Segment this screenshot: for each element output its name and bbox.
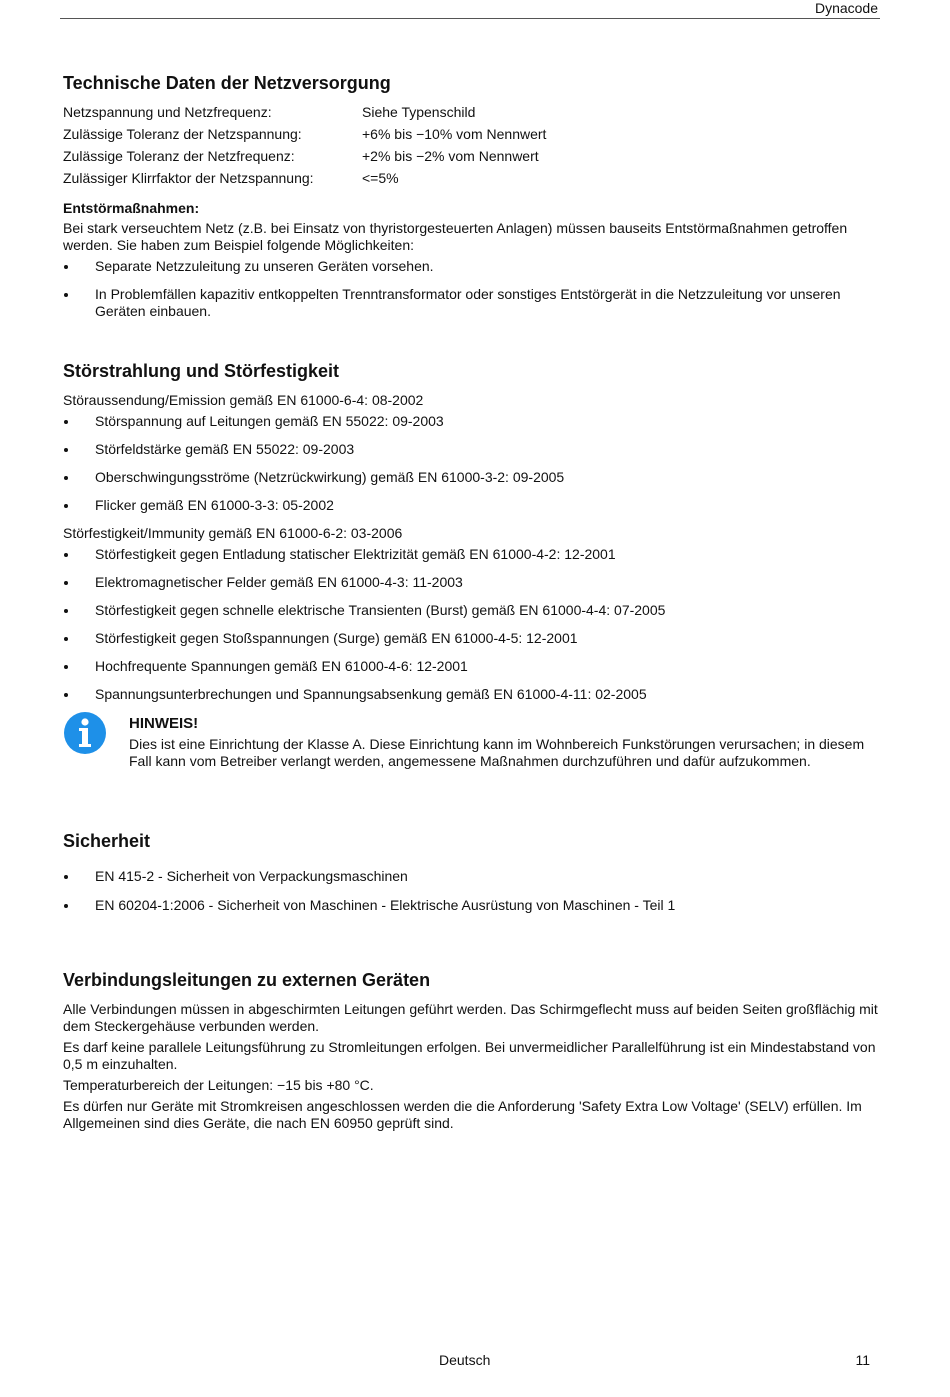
list-item-text: EN 415-2 - Sicherheit von Verpackungsmaschinen	[95, 868, 408, 884]
cables-paragraph: Temperaturbereich der Leitungen: −15 bis +80 °C.	[63, 1077, 374, 1093]
bullet-icon	[64, 637, 68, 641]
header-brand: Dynacode	[814, 0, 878, 16]
immunity-heading: Störfestigkeit/Immunity gemäß EN 61000-6-2: 03-2006	[63, 525, 403, 541]
spec-value: +2% bis −2% vom Nennwert	[362, 148, 539, 164]
page-content	[63, 72, 888, 1136]
bullet-icon	[64, 420, 68, 424]
list-item-text: Flicker gemäß EN 61000-3-3: 05-2002	[95, 497, 334, 513]
spec-label: Netzspannung und Netzfrequenz:	[63, 104, 272, 120]
immunity-list	[63, 546, 888, 703]
list-item	[63, 602, 888, 619]
spec-label: Zulässiger Klirrfaktor der Netzspannung:	[63, 170, 314, 186]
bullet-icon	[64, 293, 68, 297]
suppression-list	[63, 258, 888, 320]
list-item	[63, 258, 888, 275]
cables-paragraph: Es darf keine parallele Leitungsführung zu Stromleitungen erfolgen. Bei unvermeidlicher Parallelführung ist ein Mindestabstand von 0,5 m einzuhalten.	[63, 1039, 876, 1072]
list-item-text: In Problemfällen kapazitiv entkoppelten Trenntransformator oder sonstiges Entstörgerät in die Netzzuleitung vor unseren Geräten einbauen.	[95, 286, 841, 319]
list-item	[63, 686, 888, 703]
spec-row	[63, 126, 888, 148]
list-item-text: Störfestigkeit gegen Entladung statischer Elektrizität gemäß EN 61000-4-2: 12-2001	[95, 546, 616, 562]
note-box	[63, 715, 888, 770]
spec-row	[63, 104, 888, 126]
spec-row	[63, 148, 888, 170]
list-item	[63, 868, 888, 885]
emission-list	[63, 413, 888, 514]
list-item-text: EN 60204-1:2006 - Sicherheit von Maschinen - Elektrische Ausrüstung von Maschinen - Teil 1	[95, 897, 676, 913]
emc-section	[63, 360, 888, 770]
safety-list	[63, 868, 888, 914]
spec-value: +6% bis −10% vom Nennwert	[362, 126, 547, 142]
bullet-icon	[64, 265, 68, 269]
bullet-icon	[64, 904, 68, 908]
list-item-text: Separate Netzzuleitung zu unseren Geräten vorsehen.	[95, 258, 434, 274]
page-header	[60, 0, 880, 19]
note-title: HINWEIS!	[129, 715, 199, 732]
bullet-icon	[64, 581, 68, 585]
safety-section	[63, 830, 888, 914]
list-item	[63, 658, 888, 675]
bullet-icon	[64, 693, 68, 697]
bullet-icon	[64, 609, 68, 613]
bullet-icon	[64, 553, 68, 557]
list-item-text: Störfeldstärke gemäß EN 55022: 09-2003	[95, 441, 355, 457]
list-item-text: Störspannung auf Leitungen gemäß EN 55022: 09-2003	[95, 413, 444, 429]
list-item	[63, 630, 888, 647]
info-icon	[63, 711, 107, 755]
list-item-text: Störfestigkeit gegen Stoßspannungen (Surge) gemäß EN 61000-4-5: 12-2001	[95, 630, 578, 646]
bullet-icon	[64, 476, 68, 480]
emission-heading: Störaussendung/Emission gemäß EN 61000-6-4: 08-2002	[63, 392, 424, 408]
list-item-text: Elektromagnetischer Felder gemäß EN 61000-4-3: 11-2003	[95, 574, 463, 590]
page-footer	[60, 1352, 880, 1372]
list-item-text: Spannungsunterbrechungen und Spannungsabsenkung gemäß EN 61000-4-11: 02-2005	[95, 686, 647, 702]
power-spec-table	[63, 104, 888, 192]
power-supply-section	[63, 72, 888, 320]
spec-value: Siehe Typenschild	[362, 104, 476, 120]
suppression-heading: Entstörmaßnahmen:	[63, 200, 200, 216]
list-item	[63, 286, 888, 320]
spec-value: <=5%	[362, 170, 399, 186]
note-text: Dies ist eine Einrichtung der Klasse A. Diese Einrichtung kann im Wohnbereich Funkstörungen verursachen; in diesem Fall kann vom Betreiber verlangt werden, angemessene Maßnahmen durchzuführen und dafür aufzukommen.	[129, 736, 865, 769]
cables-paragraph: Es dürfen nur Geräte mit Stromkreisen angeschlossen werden die die Anforderung 'Safety Extra Low Voltage' (SELV) erfüllen. Im Allgemeinen sind dies Geräte, die nach EN 60950 geprüft sind.	[63, 1098, 862, 1131]
list-item	[63, 897, 888, 914]
section-title-cables: Verbindungsleitungen zu externen Geräten	[63, 970, 431, 990]
list-item-text: Störfestigkeit gegen schnelle elektrische Transienten (Burst) gemäß EN 61000-4-4: 07-2005	[95, 602, 666, 618]
suppression-text: Bei stark verseuchtem Netz (z.B. bei Einsatz von thyristorgesteuerten Anlagen) müssen bauseits Entstörmaßnahmen getroffen werden. Sie haben zum Beispiel folgende Möglichkeiten:	[63, 220, 848, 253]
cables-section	[63, 969, 888, 1132]
bullet-icon	[64, 875, 68, 879]
list-item	[63, 441, 888, 458]
section-title-power: Technische Daten der Netzversorgung	[63, 73, 391, 93]
list-item	[63, 497, 888, 514]
spec-label: Zulässige Toleranz der Netzspannung:	[63, 126, 302, 142]
list-item	[63, 469, 888, 486]
list-item-text: Hochfrequente Spannungen gemäß EN 61000-4-6: 12-2001	[95, 658, 468, 674]
list-item	[63, 413, 888, 430]
bullet-icon	[64, 448, 68, 452]
cables-paragraph: Alle Verbindungen müssen in abgeschirmten Leitungen geführt werden. Das Schirmgeflecht muss auf beiden Seiten großflächig mit dem Steckergehäuse verbunden werden.	[63, 1001, 878, 1034]
section-title-emc: Störstrahlung und Störfestigkeit	[63, 361, 340, 381]
list-item	[63, 574, 888, 591]
bullet-icon	[64, 504, 68, 508]
spec-row	[63, 170, 888, 192]
list-item	[63, 546, 888, 563]
bullet-icon	[64, 665, 68, 669]
spec-label: Zulässige Toleranz der Netzfrequenz:	[63, 148, 295, 164]
section-title-safety: Sicherheit	[63, 831, 151, 851]
footer-language: Deutsch	[439, 1352, 491, 1368]
page-number: 11	[855, 1352, 870, 1368]
list-item-text: Oberschwingungsströme (Netzrückwirkung) gemäß EN 61000-3-2: 09-2005	[95, 469, 565, 485]
